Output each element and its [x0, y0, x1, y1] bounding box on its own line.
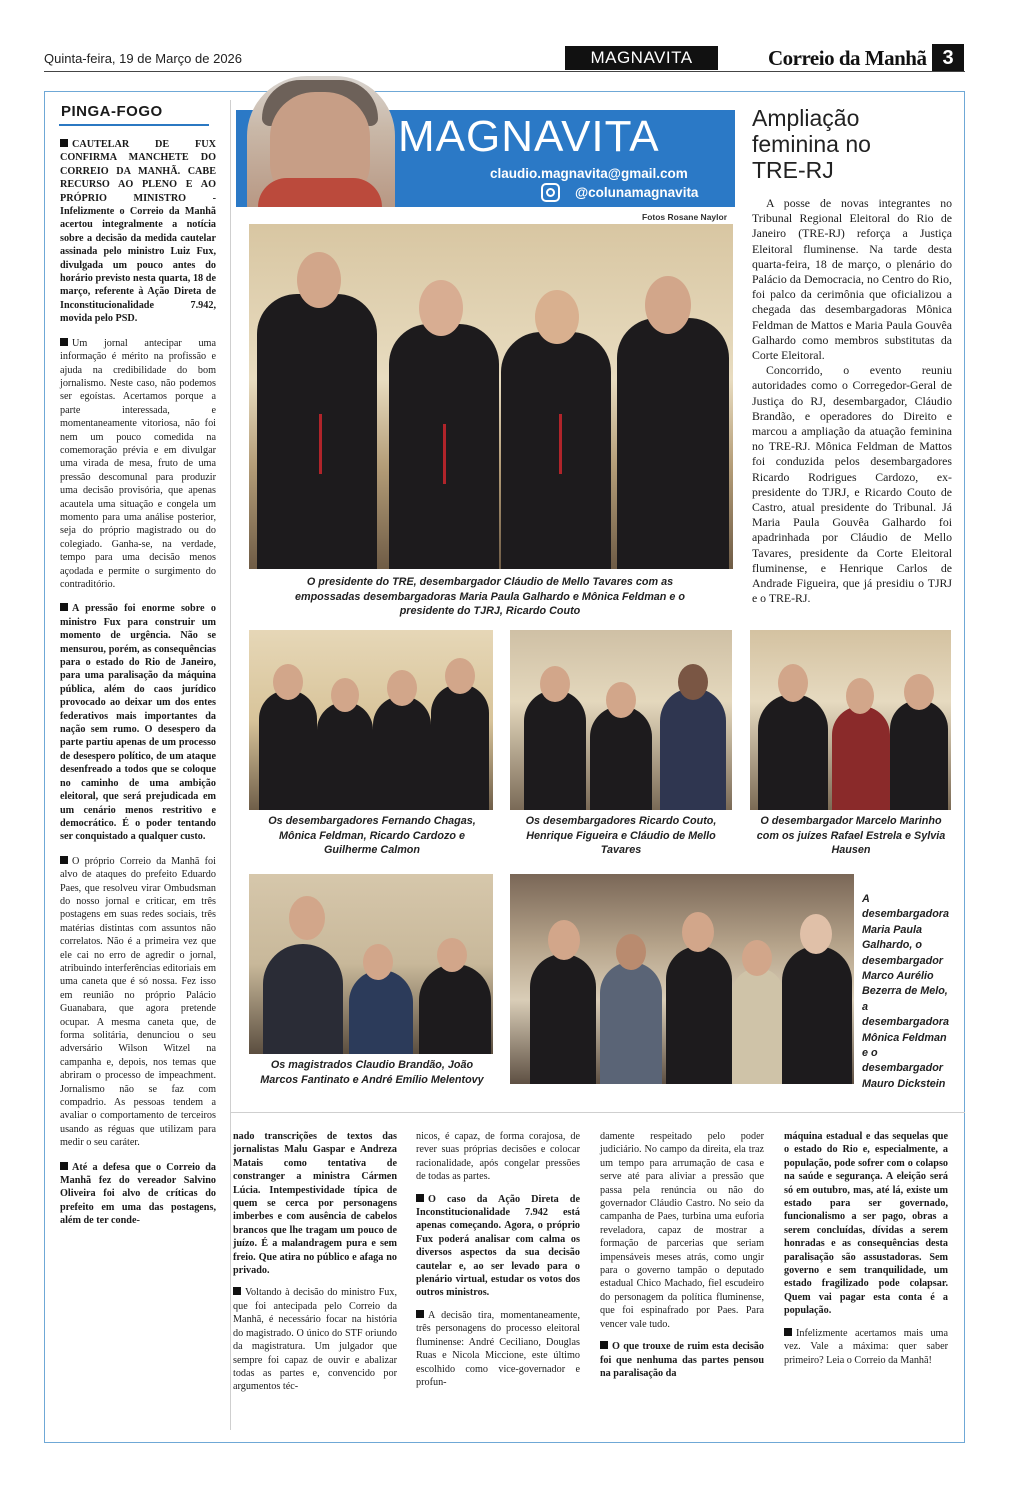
column-divider [230, 100, 231, 1430]
photo-red-tassel [443, 424, 446, 484]
photo-figure-head [331, 678, 359, 712]
photo-figure-head [904, 674, 934, 710]
bullet-square-icon [784, 1328, 792, 1336]
photo-figure [501, 332, 611, 569]
main-photo [249, 224, 733, 569]
bullet-square-icon [60, 139, 68, 147]
masthead-email: claudio.magnavita@gmail.com [490, 166, 688, 181]
caption-photo-d: Os magistrados Claudio Brandão, João Marcos Fantinato e André Emílio Melentovy [260, 1059, 484, 1086]
photo-figure-head [606, 682, 636, 718]
photo-figure-head [535, 290, 579, 344]
photo-figure-head [616, 934, 646, 970]
portrait-shirt [258, 178, 382, 207]
photo-figure [732, 968, 784, 1084]
photo-claudio-brandao-group [249, 874, 493, 1054]
column-tag: MAGNAVITA [565, 46, 718, 70]
page-number: 3 [932, 44, 964, 72]
photo-figure-head [800, 914, 832, 954]
photo-figure-head [742, 940, 772, 976]
bottom-column-2 [416, 1130, 580, 1398]
photo-figure [257, 294, 377, 569]
photo-figure-head [645, 276, 691, 334]
bullet-square-icon [600, 1341, 608, 1349]
photo-figure [317, 702, 373, 810]
photo-figure [617, 318, 729, 569]
column-paragraph: Infelizmente acertamos mais uma vez. Vale a máxima: quer saber primeiro? Leia o Correio da Manhã! [784, 1327, 948, 1366]
bullet-square-icon [416, 1310, 424, 1318]
column-paragraph: nado transcrições de textos das jornalistas Malu Gaspar e Andreza Matais como tentativa de constranger a ministra Cármen Lúcia. Intempestividade típica de quem se cerca por personagens imberbes e com ausência de cabelos brancos que lhe tragam um pouco de juízo. É a malandragem pura e sem freio. Que atira no público e afaga no privado. [233, 1131, 397, 1277]
photo-figure-head [387, 670, 417, 706]
photo-fernando-chagas-group [249, 630, 493, 810]
photo-figure [660, 688, 726, 810]
photo-figure-head [682, 912, 714, 952]
photo-red-tassel [559, 414, 562, 474]
photo-figure-head [778, 664, 808, 702]
bullet-square-icon [233, 1287, 241, 1295]
photo-figure-head [540, 666, 570, 702]
bottom-column-4 [784, 1130, 948, 1376]
article-paragraph: Concorrido, o evento reuniu autoridades como o Corregedor-Geral de Justiça do RJ, desembargador, Cláudio Brandão, e operadores do Direito e marcou a ampliação da atuação feminina no TRE-RJ. Mônica Feldman de Mattos foi conduzida pelos desembargadores Ricardo Rodrigues Cardozo, ex-presidente do TJRJ, e Ricardo Couto de Castro, atual presidente do Tribunal. Já Maria Paula Gouvêa Galhardo foi apadrinhada por Cláudio de Mello Tavares, presidente da Corte Eleitoral fluminense, e Henrique Carlos de Andrade Figueira, que já presidiu o TJRJ e o TRE-RJ. [752, 363, 952, 606]
pinga-fogo-paragraph: O próprio Correio da Manhã foi alvo de ataques do prefeito Eduardo Paes, que resolveu virar Ombudsman do nosso jornal e criticar, em três postagens em suas redes sociais, três matérias distintas com assuntos não correlatos. Não é a primeira vez que ele cai no erro de agredir o jornal, atribuindo interferências editoriais em uma caneta que é só nossa. Fez isso em reunião no próprio Palácio Guanabara, que agora pretende ocupar. A mesma caneta que, de forma solitária, denunciou o seu adversário Wilson Witzel na campanha e, depois, nos temas que abriram o processo de impeachment. Jornalismo não se faz com compadrio. As pessoas tendem a avaliar o comportamento de terceiros usando as réguas que utilizam para medir o seu caráter. [60, 855, 216, 1149]
pinga-fogo-column [60, 138, 216, 1239]
column-paragraph: nicos, é capaz, de forma corajosa, de rever suas próprias decisões e colocar racionalidade, após congelar pressões de todas as partes. [416, 1131, 580, 1183]
pinga-fogo-rule [59, 124, 209, 126]
masthead-instagram: @colunamagnavita [575, 185, 699, 200]
masthead-title: MAGNAVITA [398, 112, 660, 161]
photo-figure [530, 954, 596, 1084]
photo-figure [263, 944, 343, 1054]
newspaper-name: Correio da Manhã [768, 46, 927, 70]
column-paragraph: damente respeitado pelo poder judiciário. No campo da direita, ela traz um tempo para arrumação de casa e serve até para aliviar a pressão que passa pela renúncia ou não do governador Cláudio Castro. No seio da campanha de Paes, turbina uma euforia reveladora, capaz de mostrar a formação de parcerias que seriam impensáveis meses atrás, como ungir para o governo tampão o deputado estadual Chico Machado, fiel escudeiro do personagem da política fluminense, que foi espinafrado por Paes. Para vencer vale tudo. [600, 1131, 764, 1330]
photo-figure-head [437, 938, 467, 972]
photo-red-tassel [319, 414, 322, 474]
bottom-column-3 [600, 1130, 764, 1389]
article-title: Ampliação feminina no TRE-RJ [752, 105, 871, 183]
bullet-square-icon [60, 1162, 68, 1170]
photo-figure [524, 690, 586, 810]
pinga-fogo-title: PINGA-FOGO [61, 103, 163, 120]
pinga-fogo-paragraph: Um jornal antecipar uma informação é mérito na profissão e ajuda na credibilidade do bom jornalismo. Neste caso, não podemos ser egoístas. Acertamos porque a parte interessada, e momentaneamente vitoriosa, não foi nem um pouco comedida na comemoração prévia e em divulgar uma virada de mesa, fruto de uma pressão descomunal para produzir uma decisão provisória, que apenas acautela uma situação e congela um momento para uma análise posterior, seja do próprio magistrado ou do colegiado. Ganha-se, na verdade, tempo para uma decisão menos açodada e permite o surgimento do contraditório. [60, 337, 216, 590]
column-paragraph: O que trouxe de ruim esta decisão foi que nenhuma das partes pensou na paralisação da [600, 1341, 764, 1379]
column-paragraph: máquina estadual e das sequelas que o estado do Rio e, especialmente, a população, pode sofrer com o colapso na saúde e segurança. A eleição será só em outubro, mas, até lá, existe um estado para ser governado, funcionalismo a ser pago, obras a serem concluídas, dívidas a serem honradas e as consequências desta paralisação são assustadoras. Sem governo e sem tranquilidade, um estado fragilizado pode colapsar. Quem vai pagar esta conta é a população. [784, 1131, 948, 1317]
photo-figure [758, 694, 828, 810]
photo-figure-head [419, 280, 463, 336]
photo-figure-head [289, 896, 325, 940]
main-photo-caption: O presidente do TRE, desembargador Cláudio de Mello Tavares com as empossadas desembargadoras Maria Paula Galhardo e Mônica Feldman e o presidente do TJRJ, Ricardo Couto [294, 576, 686, 617]
article-body [752, 196, 952, 606]
photo-figure [373, 696, 431, 810]
article-paragraph: A posse de novas integrantes no Tribunal Regional Eleitoral do Rio de Janeiro (TRE-RJ) reforça a Justiça Eleitoral fluminense. Na tarde desta quarta-feira, 18 de março, o plenário do Palácio da Democracia, no Centro do Rio, foi palco da cerimônia que oficializou a chegada das desembargadoras Mônica Feldman de Mattos e Maria Paula Gouvêa Galhardo como membros substitutas da Corte Eleitoral. [752, 196, 952, 363]
bullet-square-icon [416, 1194, 424, 1202]
bullet-square-icon [60, 856, 68, 864]
header-rule [44, 71, 965, 72]
instagram-icon-lens [546, 188, 555, 197]
photo-figure-head [363, 944, 393, 980]
photo-figure [832, 706, 890, 810]
bullet-square-icon [60, 603, 68, 611]
bottom-column-1 [233, 1130, 397, 1403]
photo-figure-head [548, 920, 580, 960]
photo-figure [890, 700, 948, 810]
header-date: Quinta-feira, 19 de Março de 2026 [44, 51, 243, 66]
bullet-square-icon [60, 338, 68, 346]
photo-figure [782, 946, 852, 1084]
caption-photo-c: O desembargador Marcelo Marinho com os juízes Rafael Estrela e Sylvia Hausen [756, 815, 946, 856]
photo-marcelo-marinho-group [750, 630, 951, 810]
photo-figure-head [297, 252, 341, 308]
photo-figure [431, 684, 489, 810]
photo-figure-head [678, 664, 708, 700]
photo-figure [419, 964, 491, 1054]
photo-figure [349, 970, 413, 1054]
photo-figure [259, 690, 317, 810]
photo-figure-head [846, 678, 874, 714]
caption-photo-a: Os desembargadores Fernando Chagas, Mônica Feldman, Ricardo Cardozo e Guilherme Calmon [268, 815, 476, 856]
column-paragraph: Voltando à decisão do ministro Fux, que foi antecipada pelo Correio da Manhã, é necessário focar na história do magistrado. O único do STF oriundo da magistratura. Um julgador que sempre foi capaz de ouvir e abalizar todas as partes e, convencido por argumentos téc- [233, 1287, 397, 1393]
photo-figure [600, 962, 662, 1084]
pinga-fogo-paragraph: A pressão foi enorme sobre o ministro Fux para construir um momento de urgência. Não se mensurou, porém, as consequências para o estado do Rio de Janeiro, para uma paralisação da máquina pública, além do caos jurídico provocado ao deixar um dos entes federativos mais importantes da nação sem rumo. O desespero da parte partiu apenas de um processo de desespero político, de um ataque desenfreado a todos que se coloque no caminho de uma ambição eleitoral, que será prejudicada em um cenário menos restritivo e democrático. É o poder tentando ser conquistado a qualquer custo. [60, 603, 216, 843]
column-paragraph: A decisão tira, momentaneamente, três personagens do processo eleitoral fluminense: André Ceciliano, Douglas Ruas e Nicola Miccione, este último escolhido como vice-governador e profun- [416, 1309, 580, 1388]
photo-credit: Fotos Rosane Naylor [642, 212, 728, 222]
photo-ricardo-couto-group [510, 630, 732, 810]
photo-figure-head [273, 664, 303, 700]
pinga-fogo-paragraph: Até a defesa que o Correio da Manhã fez do vereador Salvino Oliveira foi alvo de críticas do prefeito em uma das postagens, além de ter conde- [60, 1161, 216, 1227]
photo-figure [666, 946, 732, 1084]
photo-figure [590, 706, 652, 810]
section-divider [230, 1112, 965, 1113]
caption-photo-e: A desembargadora Maria Paula Galhardo, o desembargador Marco Aurélio Bezerra de Melo, a desembargadora Mônica Feldman e o desembargador Mauro Dickstein [862, 893, 950, 1090]
caption-photo-b: Os desembargadores Ricardo Couto, Henrique Figueira e Cláudio de Mello Tavares [525, 815, 717, 856]
photo-maria-paula-galhardo-group [510, 874, 854, 1084]
pinga-fogo-paragraph: CAUTELAR DE FUX CONFIRMA MANCHETE DO CORREIO DA MANHÃ. CABE RECURSO AO PLENO E AO PRÓPRIO MINISTRO - Infelizmente o Correio da Manhã acertou integralmente a notícia sobre a decisão da medida cautelar assinada pelo ministro Luiz Fux, divulgada um pouco antes do horário previsto nesta quarta, 18 de março, referente à Ação Direta de Inconstitucionalidade 7.942, movida pelo PSD. [60, 139, 216, 325]
photo-figure-head [445, 658, 475, 694]
column-paragraph: O caso da Ação Direta de Inconstitucionalidade 7.942 está apenas começando. Agora, o próprio Fux poderá analisar com calma os diversos aspectos da sua decisão cautelar e, ao ser levado para o plenário virtual, estudar os votos dos outros ministros. [416, 1193, 580, 1299]
